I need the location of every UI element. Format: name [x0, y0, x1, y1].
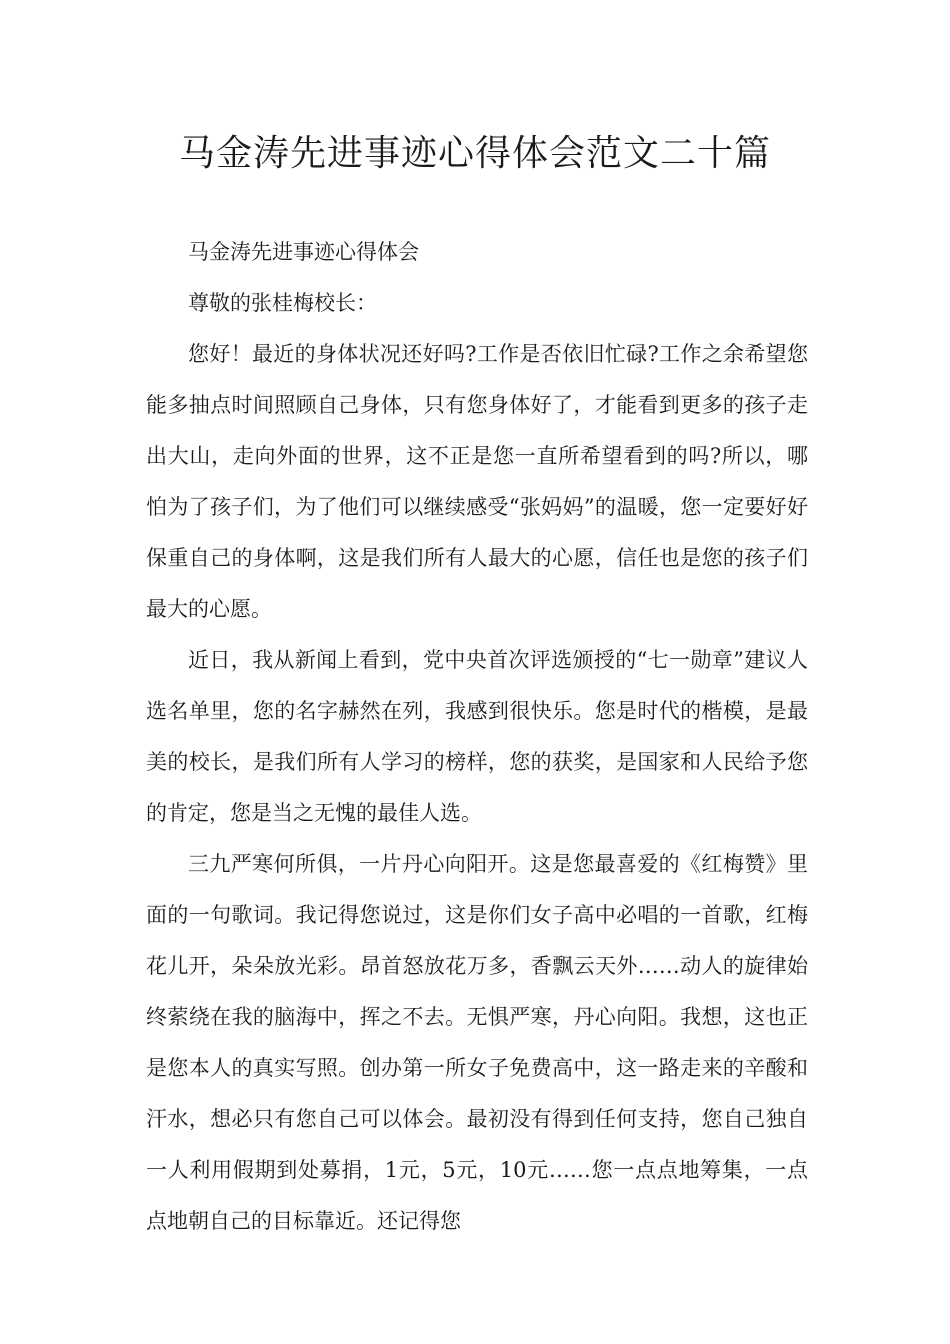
body-paragraph: 您好！最近的身体状况还好吗?工作是否依旧忙碌?工作之余希望您能多抽点时间照顾自己身体，只有您身体好了，才能看到更多的孩子走出大山，走向外面的世界，这不正是您一直所希望看到的吗?所以，哪怕为了孩子们，为了他们可以继续感受“张妈妈”的温暖，您一定要好好保重自己的身体啊，这是我们所有人最大的心愿，信任也是您的孩子们最大的心愿。: [146, 342, 808, 621]
document-body: [146, 227, 808, 1247]
body-paragraph: 三九严寒何所俱，一片丹心向阳开。这是您最喜爱的《红梅赞》里面的一句歌词。我记得您说过，这是你们女子高中必唱的一首歌，红梅花儿开，朵朵放光彩。昂首怒放花万多，香飘云天外……动人的旋律始终萦绕在我的脑海中，挥之不去。无惧严寒，丹心向阳。我想，这也正是您本人的真实写照。创办第一所女子免费高中，这一路走来的辛酸和汗水，想必只有您自己可以体会。最初没有得到任何支持，您自己独自一人利用假期到处募捐，1元，5元，10元……您一点点地筹集，一点点地朝自己的目标靠近。还记得您: [146, 852, 808, 1233]
body-paragraph: 近日，我从新闻上看到，党中央首次评选颁授的“七一勋章”建议人选名单里，您的名字赫然在列，我感到很快乐。您是时代的楷模，是最美的校长，是我们所有人学习的榜样，您的获奖，是国家和人民给予您的肯定，您是当之无愧的最佳人选。: [146, 648, 808, 825]
salutation-paragraph: 尊敬的张桂梅校长：: [188, 291, 377, 315]
subtitle-paragraph: 马金涛先进事迹心得体会: [188, 240, 419, 264]
document-title: 马金涛先进事迹心得体会范文二十篇: [178, 133, 771, 174]
